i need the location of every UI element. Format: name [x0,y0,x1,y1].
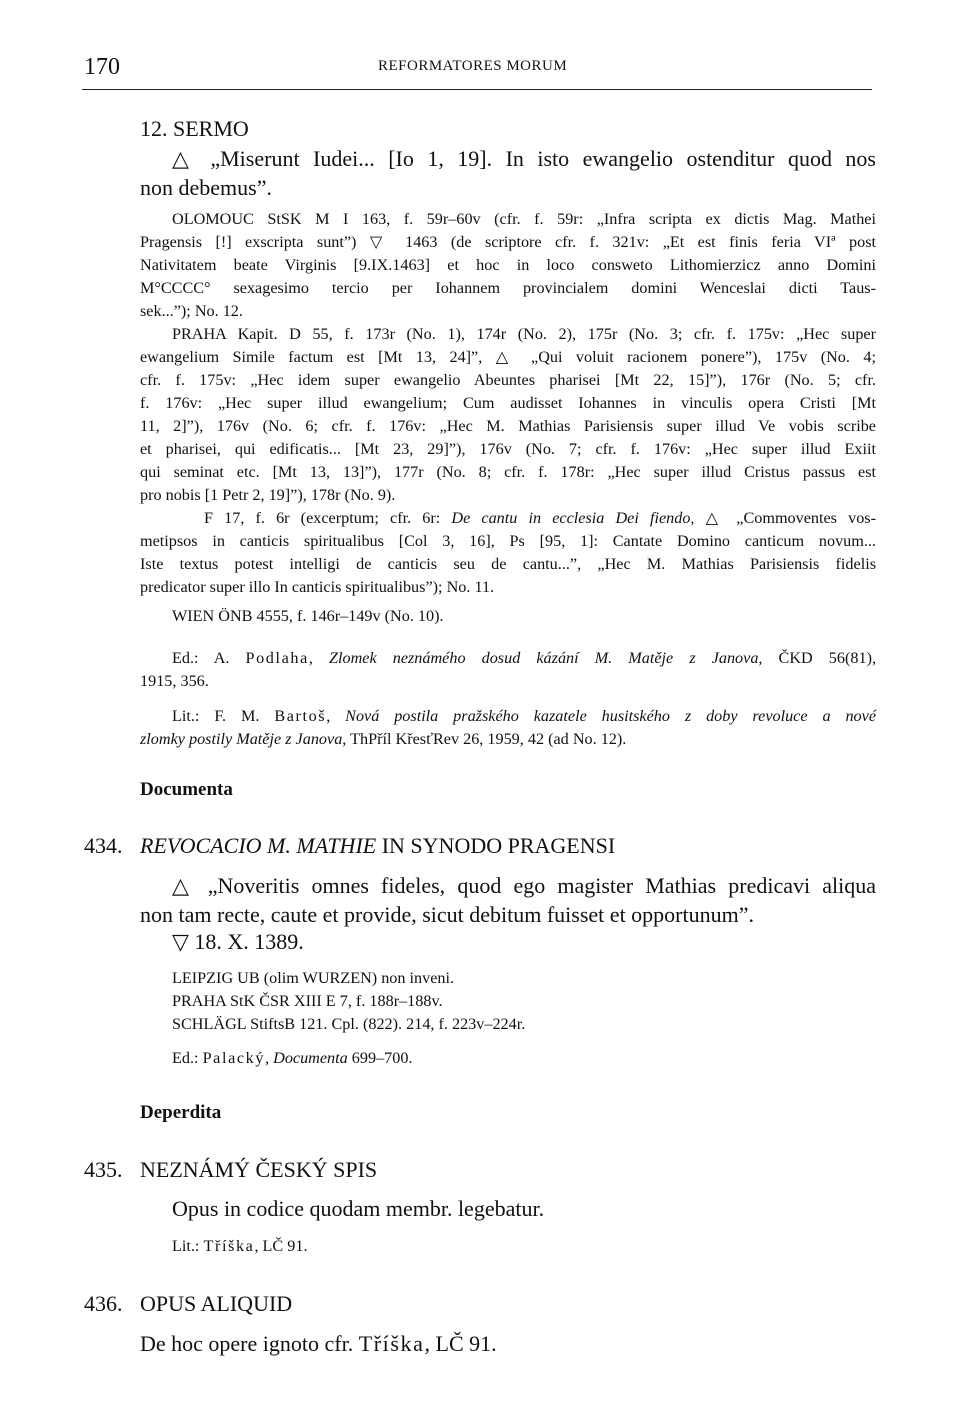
manuscript-line: f. 176v: „Hec super illud ewangelium; Cum audisset Iohannes in vinculis opera Cristi [Mt [140,394,876,412]
item12-olomouc [140,208,876,323]
manuscript-line: M°CCCC° sexagesimo tercio per Iohannem provincialem domini Wenceslai dicti Taus- [140,279,876,297]
f17-text: F 17, f. 6r (excerptum; cfr. 6r: [204,509,452,527]
manuscript-line: metipsos in canticis spiritualibus [Col 3, 16], Ps [95, 1]: Cantate Domino canticum novum... [140,532,876,550]
edition-rest: ČKD 56(81), [762,649,877,667]
manuscript-line: cfr. f. 175v: „Hec idem super ewangelio Abeuntes pharisei [Mt 22, 15]”), 176r (No. 5; cfr. [140,371,876,389]
item12-praha [140,323,876,507]
item436-author: Tříška [358,1331,425,1356]
f17-text: △ „Commoventes vos- [694,509,876,527]
lit-rest: , LČ 91. [254,1237,308,1255]
item435-text: Opus in codice quodam membr. legebatur. [172,1196,545,1221]
item434-edition [172,1049,413,1068]
lit-title: zlomky postily Matěje z Janova, [140,730,347,748]
running-title: REFORMATORES MORUM [378,58,568,74]
incipit-line: △ „Miserunt Iudei... [Io 1, 19]. In isto ewangelio ostenditur quod nos [172,146,876,171]
lit-prefix: Lit.: [172,1237,204,1255]
item436-title: OPUS ALIQUID [140,1291,293,1316]
edition-author: Podlaha [245,649,309,667]
item436-text [140,1331,497,1357]
item434-title-italic: REVOCACIO M. MATHIE [140,833,377,858]
item435-title: NEZNÁMÝ ČESKÝ SPIS [140,1157,378,1182]
item436-text-b: , LČ 91. [424,1331,497,1356]
item434-manuscripts [172,967,876,1036]
header-rule [82,89,872,90]
manuscript-line: 11, 2]”), 176v (No. 6; cfr. f. 176v: „Hec M. Mathias Parisiensis super illud Ve vobis scribe [140,417,876,435]
item434-incipit [140,871,876,929]
incipit-line: △ „Noveritis omnes fideles, quod ego magister Mathias predicavi aliqua [172,873,876,898]
manuscript-line [140,507,876,530]
manuscript-line: Iste textus potest intelligi de canticis seu de cantu...”, „Hec M. Mathias Parisiensis fidelis [140,555,876,573]
edition-line [140,647,876,670]
manuscript-line: ewangelium Simile factum est [Mt 13, 24]”, △ „Qui voluit racionem ponere”), 175v (No. 4; [140,348,876,366]
manuscript-line: pro nobis [1 Petr 2, 19]”), 178r (No. 9). [140,486,396,504]
item436-text-a: De hoc opere ignoto cfr. [140,1331,359,1356]
literature-line [140,705,876,728]
item434-date: ▽ 18. X. 1389. [172,929,304,954]
manuscript-line: Nativitatem beate Virginis [9.IX.1463] et hoc in loco consweto Lithomierzicz anno Domini [140,256,876,274]
item12-literature [140,705,876,751]
manuscript-line: sek...”); No. 12. [140,302,243,320]
manuscript-line: predicator super illo In canticis spiritualibus”); No. 11. [140,578,495,596]
item12-incipit [140,144,876,202]
manuscript-line: qui seminat etc. [Mt 13, 13]”), 177r (No. 8; cfr. f. 178r: „Hec super illud Cristus passus est [140,463,876,481]
item12-wien: WIEN ÖNB 4555, f. 146r–149v (No. 10). [172,607,444,625]
manuscript-line: LEIPZIG UB (olim WURZEN) non inveni. [172,969,455,987]
lit-rest: ThPříl KřesťRev 26, 1959, 42 (ad No. 12). [346,730,627,748]
section-heading-deperdita: Deperdita [140,1102,222,1123]
item12-edition [140,647,876,693]
f17-italic-title: De cantu in ecclesia Dei fiendo, [451,509,695,527]
edition-line: 1915, 356. [140,672,209,690]
item436-number: 436. [84,1291,123,1316]
lit-author: Bartoš [274,707,327,725]
item434-title-rest: IN SYNODO PRAGENSI [376,833,616,858]
section-heading-documenta: Documenta [140,779,233,800]
page-number: 170 [84,54,120,80]
lit-author: Tříška [203,1237,255,1255]
item434-title [140,833,615,859]
lit-sep: , [326,707,346,725]
manuscript-line: et pharisei, qui edificatis... [Mt 23, 29]”), 176v (No. 7; cfr. f. 176v: „Hec super illud Exiit [140,440,876,458]
literature-line [140,728,876,751]
item434-number: 434. [84,833,123,858]
edition-title: Zlomek neznámého dosud kázání M. Matěje z Janova, [329,649,763,667]
edition-prefix: Ed.: A. [172,649,246,667]
manuscript-line: SCHLÄGL StiftsB 121. Cpl. (822). 214, f. 223v–224r. [172,1015,526,1033]
manuscript-line: OLOMOUC StSK M I 163, f. 59r–60v (cfr. f. 59r: „Infra scripta ex dictis Mag. Mathei [172,210,876,228]
edition-rest: 699–700. [347,1049,413,1067]
edition-sep: , [308,649,329,667]
edition-prefix: Ed.: [172,1049,203,1067]
lit-title: Nová postila pražského kazatele husitského z doby revoluce a nové [345,707,876,725]
lit-prefix: Lit.: F. M. [172,707,275,725]
incipit-line: non tam recte, caute et provide, sicut debitum fuisset et opportunum”. [140,902,754,927]
item12-f17 [140,507,876,599]
edition-title: Documenta [273,1049,348,1067]
item435-number: 435. [84,1157,123,1182]
manuscript-line: PRAHA StK ČSR XIII E 7, f. 188r–188v. [172,992,443,1010]
manuscript-line: PRAHA Kapit. D 55, f. 173r (No. 1), 174r (No. 2), 175r (No. 3; cfr. f. 175v: „Hec super [172,325,876,343]
incipit-line: non debemus”. [140,175,272,200]
edition-sep: , [265,1049,274,1067]
manuscript-line: Pragensis [!] exscripta sunt”) ▽ 1463 (de scriptore cfr. f. 321v: „Et est finis feria VIª post [140,233,876,251]
item12-title: 12. SERMO [140,116,249,141]
item435-literature [172,1237,308,1256]
edition-author: Palacký [202,1049,266,1067]
